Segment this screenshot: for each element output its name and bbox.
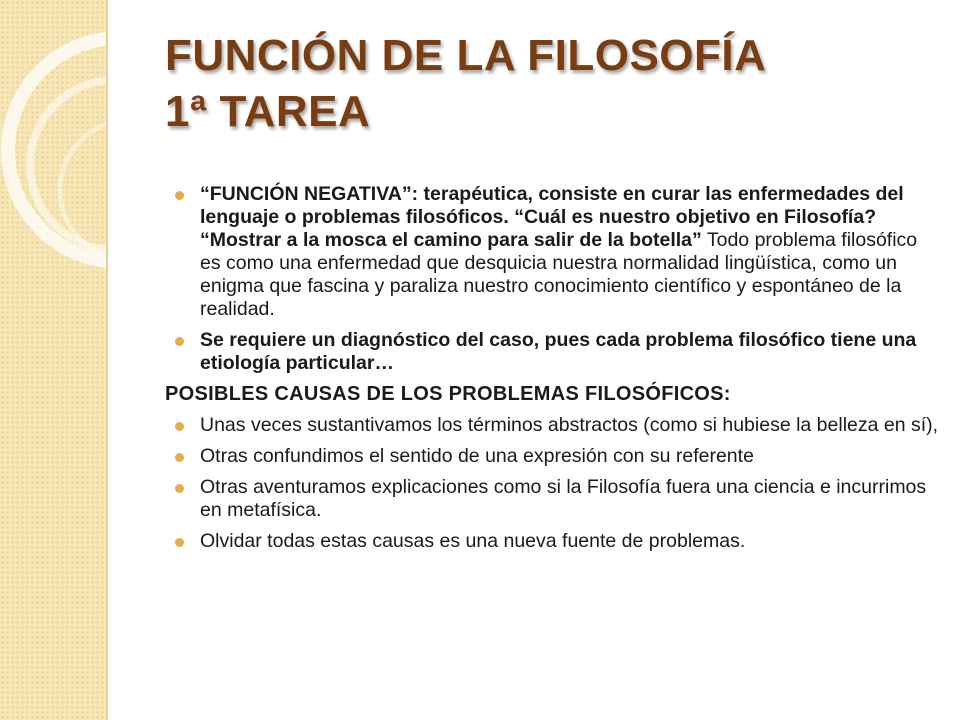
bullet-text: Olvidar todas estas causas es una nueva fuente de problemas. (200, 530, 746, 552)
bullet-item-cause (165, 476, 940, 522)
bullet-dot-icon (175, 453, 184, 462)
decorative-rings (0, 0, 106, 720)
bullet-normal-text: Todo problema filosófico es como una enfermedad que desquicia nuestra normalidad lingüística, como un enigma que fascina y paraliza nuestro conocimiento científico y espontáneo de la realidad. (200, 229, 918, 320)
slide-title (165, 28, 945, 140)
bullet-dot-icon (175, 484, 184, 493)
bullet-dot-icon (175, 422, 184, 431)
bullet-text: Otras aventuramos explicaciones como si la Filosofía fuera una ciencia e incurrimos en metafísica. (200, 476, 927, 521)
bullet-text: Unas veces sustantivamos los términos abstractos (como si hubiese la belleza en sí), (200, 414, 939, 436)
bullet-dot-icon (175, 191, 184, 200)
bullet-bold-text: Se requiere un diagnóstico del caso, pues cada problema filosófico tiene una etiología particular… (200, 329, 917, 374)
decorative-side-panel (0, 0, 108, 720)
bullet-dot-icon (175, 538, 184, 547)
title-line-1: FUNCIÓN DE LA FILOSOFÍA (165, 31, 767, 80)
bullet-text: Otras confundimos el sentido de una expresión con su referente (200, 445, 754, 467)
bullet-item-diagnosis (165, 329, 940, 375)
bullet-bold-text: “FUNCIÓN NEGATIVA”: terapéutica, consiste en curar las enfermedades del lenguaje o problemas filosóficos. “Cuál es nuestro objetivo en Filosofía? “Mostrar a la mosca el camino para salir de la botella” (200, 183, 904, 251)
slide-content (165, 183, 940, 561)
title-line-2: 1ª TAREA (165, 87, 371, 136)
bullet-item-cause (165, 530, 940, 553)
bullet-item-negative-function (165, 183, 940, 321)
bullet-dot-icon (175, 337, 184, 346)
causes-heading: POSIBLES CAUSAS DE LOS PROBLEMAS FILOSÓFICOS: (165, 383, 731, 405)
bullet-item-cause (165, 414, 940, 437)
bullet-item-cause (165, 445, 940, 468)
